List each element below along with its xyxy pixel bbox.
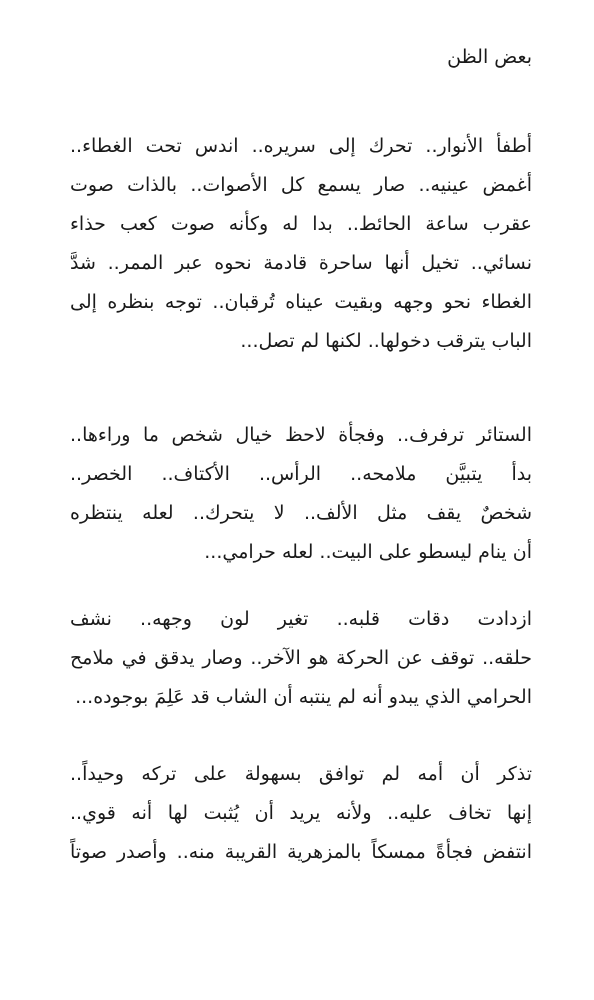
text-line: أطفأ الأنوار.. تحرك إلى سريره.. اندس تحت الغطاء.. — [70, 135, 532, 157]
text-line: عقرب ساعة الحائط.. بدا له وكأنه صوت كعب حذاء — [70, 213, 532, 235]
text-line: نسائي.. تخيل أنها ساحرة قادمة نحوه عبر الممر.. شدَّ — [70, 252, 532, 274]
text-line: حلقه.. توقف عن الحركة هو الآخر.. وصار يدقق في ملامح — [70, 647, 532, 669]
text-line: الستائر ترفرف.. وفجأة لاحظ خيال شخص ما وراءها.. — [70, 424, 532, 446]
paragraph-3 — [70, 600, 532, 717]
text-line: شخصٌ يقف مثل الألف.. لا يتحرك.. لعله ينتظره — [70, 502, 532, 524]
text-line: ازدادت دقات قلبه.. تغير لون وجهه.. نشف — [70, 608, 532, 630]
text-line: الباب يترقب دخولها.. لكنها لم تصل... — [240, 330, 532, 352]
page-title: بعض الظن — [447, 46, 532, 68]
text-line: انتفض فجأةً ممسكاً بالمزهرية القريبة منه.. وأصدر صوتاً — [70, 841, 532, 863]
paragraph-4 — [70, 755, 532, 872]
text-line: أن ينام ليسطو على البيت.. لعله حرامي... — [204, 541, 532, 563]
paragraph-2 — [70, 416, 532, 572]
text-line: الحرامي الذي يبدو أنه لم ينتبه أن الشاب قد عَلِمَ بوجوده... — [75, 686, 532, 708]
text-line: الغطاء نحو وجهه وبقيت عيناه تُرقبان.. توجه بنظره إلى — [70, 291, 532, 313]
text-line: بدأ يتبيَّن ملامحه.. الرأس.. الأكتاف.. الخصر.. — [70, 463, 532, 485]
paragraph-1 — [70, 127, 532, 361]
text-line: تذكر أن أمه لم توافق بسهولة على تركه وحيداً.. — [70, 763, 532, 785]
text-line: إنها تخاف عليه.. ولأنه يريد أن يُثبت لها أنه قوي.. — [70, 802, 532, 824]
text-line: أغمض عينيه.. صار يسمع كل الأصوات.. بالذات صوت — [70, 174, 532, 196]
